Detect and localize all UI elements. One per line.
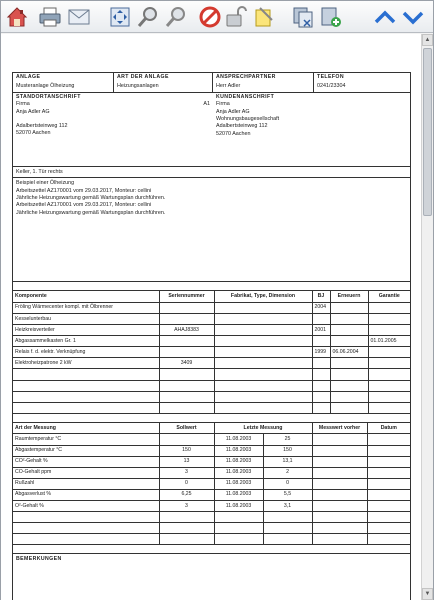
table-cell [330,336,368,347]
telefon-cell [314,73,410,92]
table-cell [312,456,367,467]
table-cell: Elektroheizpatrone 2 kW [13,358,159,369]
table-cell [263,534,312,545]
col-art-der-messung: Art der Messung [13,423,159,434]
table-cell: 25 [263,434,312,445]
table-cell: 0 [159,478,214,489]
table-cell: 06.06.2004 [330,347,368,358]
header-row [13,73,410,93]
description-line: Jährliche Heizungswartung gemäß Wartungsplan durchführen. [16,194,166,201]
standort-line [16,116,210,123]
table-cell: CO-Gehalt ppm [13,467,159,478]
zoom-out-icon[interactable] [164,5,188,29]
unlock-icon[interactable] [224,5,248,29]
table-cell [330,369,368,380]
table-cell [368,358,410,369]
table-cell [312,336,330,347]
table-cell [312,489,367,500]
table-cell [367,456,410,467]
table-cell [368,402,410,413]
section-spacer [13,414,410,423]
col-sollwert: Sollwert [159,423,214,434]
table-cell [312,478,367,489]
table-cell [13,391,159,402]
table-row [13,523,410,534]
table-cell: 150 [263,445,312,456]
description-line: Beispiel einer Ölheizung [16,180,75,187]
section-spacer [13,545,410,554]
table-cell [312,434,367,445]
table-cell: Raumtemperatur °C [13,434,159,445]
table-cell [214,512,263,523]
scroll-down-button[interactable]: ▼ [422,588,433,600]
description-line: Jährliche Heizungswartung gemäß Wartungsplan durchführen. [16,209,166,216]
table-cell: 11.08.2003 [214,478,263,489]
table-cell: 3 [159,467,214,478]
standort-line: Anja Adler AG [16,108,50,115]
table-cell [159,523,214,534]
table-cell: 11.08.2003 [214,489,263,500]
table-row [13,445,410,456]
table-cell: 3 [159,501,214,512]
table-cell [367,434,410,445]
no-entry-icon[interactable] [198,5,222,29]
table-cell [159,391,214,402]
table-row [13,402,410,413]
table-row [13,336,410,347]
anlage-value: Musteranlage Ölheizung [16,83,75,90]
description-line: Arbeitszettel AZ170001 vom 29.03.2017, Monteur: cellini [16,202,152,209]
table-cell: Rußzahl [13,478,159,489]
table-cell [13,523,159,534]
table-cell [368,314,410,325]
ansprech-label: ANSPRECHPARTNER [216,74,276,80]
kunde-line: Anja Adler AG [216,108,250,115]
table-row [13,478,410,489]
col-komponente: Komponente [13,291,159,302]
vertical-scrollbar[interactable] [421,34,433,600]
table-cell [13,512,159,523]
table-cell: 11.08.2003 [214,445,263,456]
zoom-in-icon[interactable] [136,5,160,29]
col-garantie: Garantie [368,291,410,302]
table-cell: 5,5 [263,489,312,500]
table-row [13,380,410,391]
table-cell [214,380,312,391]
telefon-value: 0241/23304 [317,83,346,90]
col-seriennummer: Seriennummer [159,291,214,302]
table-cell: 2 [263,467,312,478]
components-table [13,291,410,414]
remarks-label: BEMERKUNGEN [16,556,62,563]
table-cell [159,402,214,413]
col-erneuern: Erneuern [330,291,368,302]
table-cell: Abgasverlust % [13,489,159,500]
table-cell [367,478,410,489]
table-cell: 2001 [312,325,330,336]
table-cell [159,302,214,313]
description-block [13,178,410,282]
table-cell [159,380,214,391]
table-cell [367,501,410,512]
table-cell [214,523,263,534]
table-cell [159,347,214,358]
address-row [13,93,410,167]
table-cell: Kesselunterbau [13,314,159,325]
table-row [13,302,410,313]
table-cell [214,534,263,545]
table-cell [367,445,410,456]
table-cell [367,467,410,478]
table-cell: Abgassammelkasten Gr. 1 [13,336,159,347]
table-cell: 13 [159,456,214,467]
toolbar [1,1,433,33]
copy-icon[interactable] [291,5,315,29]
col-fabrikat: Fabrikat, Type, Dimension [214,291,312,302]
ansprech-value: Herr Adler [216,83,241,90]
table-cell: 1999 [312,347,330,358]
table-cell [368,369,410,380]
table-row [13,456,410,467]
table-row [13,391,410,402]
description-line: Arbeitszettel AZ170001 vom 29.03.2017, Monteur: cellini [16,187,152,194]
table-cell [312,380,330,391]
measurements-body [13,434,410,545]
measurements-table [13,423,410,546]
components-body [13,302,410,413]
table-cell [13,402,159,413]
table-cell [312,369,330,380]
components-header-row [13,291,410,302]
table-cell [368,302,410,313]
print-icon[interactable] [38,5,62,29]
table-cell [312,512,367,523]
telefon-label: TELEFON [317,74,345,80]
table-cell [367,512,410,523]
home-icon[interactable] [5,5,29,29]
table-row [13,358,410,369]
standort-line: 52070 Aachen [16,130,51,137]
col-letzte-messung: Letzte Messung [214,423,312,434]
table-cell: O²-Gehalt % [13,501,159,512]
table-row [13,489,410,500]
table-cell [214,402,312,413]
table-cell: 2004 [312,302,330,313]
scrollbar-thumb[interactable] [423,48,432,216]
art-label: ART DER ANLAGE [117,74,169,80]
table-cell [367,489,410,500]
table-cell [159,534,214,545]
remarks-block [13,554,410,600]
table-row [13,314,410,325]
table-cell: 11.08.2003 [214,467,263,478]
maintenance-sheet [12,72,411,600]
table-cell: Heizkreisverteiler [13,325,159,336]
table-cell [263,523,312,534]
table-cell: 11.08.2003 [214,456,263,467]
table-cell [330,314,368,325]
table-cell [330,325,368,336]
table-cell [368,391,410,402]
table-cell [330,380,368,391]
art-cell [114,73,213,92]
table-cell [312,534,367,545]
table-row [13,501,410,512]
table-cell: 3409 [159,358,214,369]
table-cell [312,391,330,402]
table-cell [312,523,367,534]
standort-line: Firma [16,101,30,108]
fit-page-icon[interactable] [108,5,132,29]
table-cell [13,369,159,380]
table-cell: 3,1 [263,501,312,512]
table-cell: Fröling Wärmecenter kompl. mit Ölbrenner [13,302,159,313]
table-cell: 11.08.2003 [214,434,263,445]
ansprech-cell [213,73,314,92]
mail-icon[interactable] [67,5,91,29]
table-cell [330,391,368,402]
table-cell [214,347,312,358]
table-cell: 6,25 [159,489,214,500]
table-row [13,434,410,445]
standort-cell [13,93,213,166]
standort-line: Adalbertsteinweg 112 [16,122,68,129]
table-cell [367,523,410,534]
table-row [13,534,410,545]
new-document-icon[interactable] [319,5,343,29]
kunde-cell [213,93,410,166]
kunde-line: Adalbertsteinweg 112 [216,123,268,130]
table-cell [368,325,410,336]
table-cell: 13,1 [263,456,312,467]
table-cell: 0 [263,478,312,489]
table-cell [214,369,312,380]
table-cell [312,314,330,325]
table-cell [312,402,330,413]
anlage-cell [13,73,114,92]
table-cell [214,325,312,336]
table-cell: Relais f. d. elektr. Verknüpfung [13,347,159,358]
table-cell [312,358,330,369]
table-row [13,512,410,523]
col-bj: BJ [312,291,330,302]
table-cell [159,434,214,445]
chevron-up-icon[interactable] [373,5,397,29]
table-row [13,347,410,358]
table-cell [214,314,312,325]
table-cell [214,358,312,369]
document-viewport[interactable] [1,34,421,600]
table-cell [13,380,159,391]
col-messwert-vorher: Messwert vorher [312,423,367,434]
col-datum: Datum [367,423,410,434]
art-value: Heizungsanlagen [117,83,159,90]
scroll-up-button[interactable]: ▲ [422,34,433,46]
table-cell [159,369,214,380]
table-cell: AHAJ8383 [159,325,214,336]
table-cell [312,501,367,512]
kunde-line: Firma [216,101,230,108]
table-cell: CO²-Gehalt % [13,456,159,467]
table-row [13,467,410,478]
anlage-label: ANLAGE [16,74,41,80]
kunde-line: Wohnungsbaugesellschaft [216,115,280,122]
table-cell [368,380,410,391]
table-cell [159,336,214,347]
table-cell [312,445,367,456]
chevron-down-icon[interactable] [401,5,425,29]
table-cell: 01.01.2005 [368,336,410,347]
measurements-header-row [13,423,410,434]
table-row [13,325,410,336]
standort-code: A1 [203,101,210,108]
table-cell [214,391,312,402]
table-cell [263,512,312,523]
table-cell [13,534,159,545]
section-spacer [13,282,410,291]
table-cell [367,534,410,545]
kunde-label: KUNDENANSCHRIFT [216,94,275,101]
table-cell [214,302,312,313]
table-cell: 11.08.2003 [214,501,263,512]
table-cell: 150 [159,445,214,456]
kunde-line: 52070 Aachen [216,130,251,137]
location-row: Keller, 1. Tür rechts [13,167,410,178]
table-row [13,369,410,380]
note-icon[interactable] [252,5,276,29]
table-cell: Abgastemperatur °C [13,445,159,456]
table-cell [330,402,368,413]
table-cell [330,302,368,313]
table-cell [312,467,367,478]
table-cell [159,314,214,325]
table-cell [214,336,312,347]
table-cell [368,347,410,358]
table-cell [159,512,214,523]
standort-label: STANDORTANSCHRIFT [16,94,81,101]
table-cell [330,358,368,369]
